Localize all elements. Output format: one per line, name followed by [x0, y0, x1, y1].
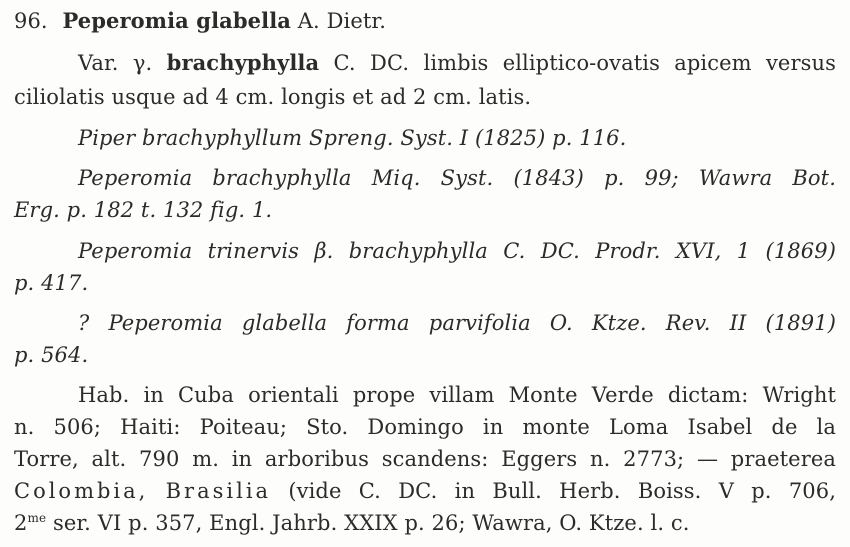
habitat-reference-end: ser. VI p. 357, Engl. Jahrb. XXIX p. 26; Wawra, O. Ktze. l. c.	[52, 511, 690, 535]
synonym-2-line-2: Erg. p. 182 t. 132 fig. 1.	[14, 198, 273, 222]
series-superscript: me	[27, 511, 47, 525]
habitat-line-5	[14, 508, 836, 538]
synonym-3-line-1: Peperomia trinervis β. brachyphylla C. DC. Prodr. XVI, 1 (1869)	[78, 239, 836, 263]
habitat-line-1: Hab. in Cuba orientali prope villam Monte Verde dictam: Wright	[78, 383, 836, 407]
series-number: 2	[14, 511, 28, 535]
synonym-4-line-2: p. 564.	[14, 343, 89, 367]
species-name: Peperomia glabella	[62, 8, 291, 33]
habitat-line-2: n. 506; Haiti: Poiteau; Sto. Domingo in monte Loma Isabel de la	[14, 415, 836, 439]
habitat-line-4	[14, 476, 836, 506]
variety-line-2: ciliolatis usque ad 4 cm. longis et ad 2 cm. latis.	[14, 85, 532, 109]
synonym-4-line-1: ? Peperomia glabella forma parvifolia O. Ktze. Rev. II (1891)	[78, 311, 836, 335]
entry-heading	[14, 6, 836, 36]
entry-number: 96.	[14, 9, 48, 33]
variety-description: limbis elliptico-ovatis apicem versus	[423, 51, 836, 75]
synonym-2-line-1: Peperomia brachyphylla Miq. Syst. (1843) p. 99; Wawra Bot.	[78, 166, 836, 190]
country-colombia: Colombia,	[14, 479, 149, 503]
habitat-reference: (vide C. DC. in Bull. Herb. Boiss. V p. 706,	[288, 479, 837, 503]
synonym-3-line-2: p. 417.	[14, 271, 89, 295]
country-brasilia: Brasilia	[165, 479, 272, 503]
habitat-line-3: Torre, alt. 790 m. in arboribus scandens: Eggers n. 2773; — praeterea	[14, 447, 836, 471]
variety-prefix: Var. γ.	[78, 51, 153, 75]
variety-name: brachyphylla	[166, 50, 320, 75]
species-author: A. Dietr.	[297, 9, 387, 33]
variety-author: C. DC.	[333, 51, 410, 75]
synonym-1: Piper brachyphyllum Spreng. Syst. I (1825) p. 116.	[78, 126, 627, 150]
variety-line-1	[78, 48, 836, 78]
